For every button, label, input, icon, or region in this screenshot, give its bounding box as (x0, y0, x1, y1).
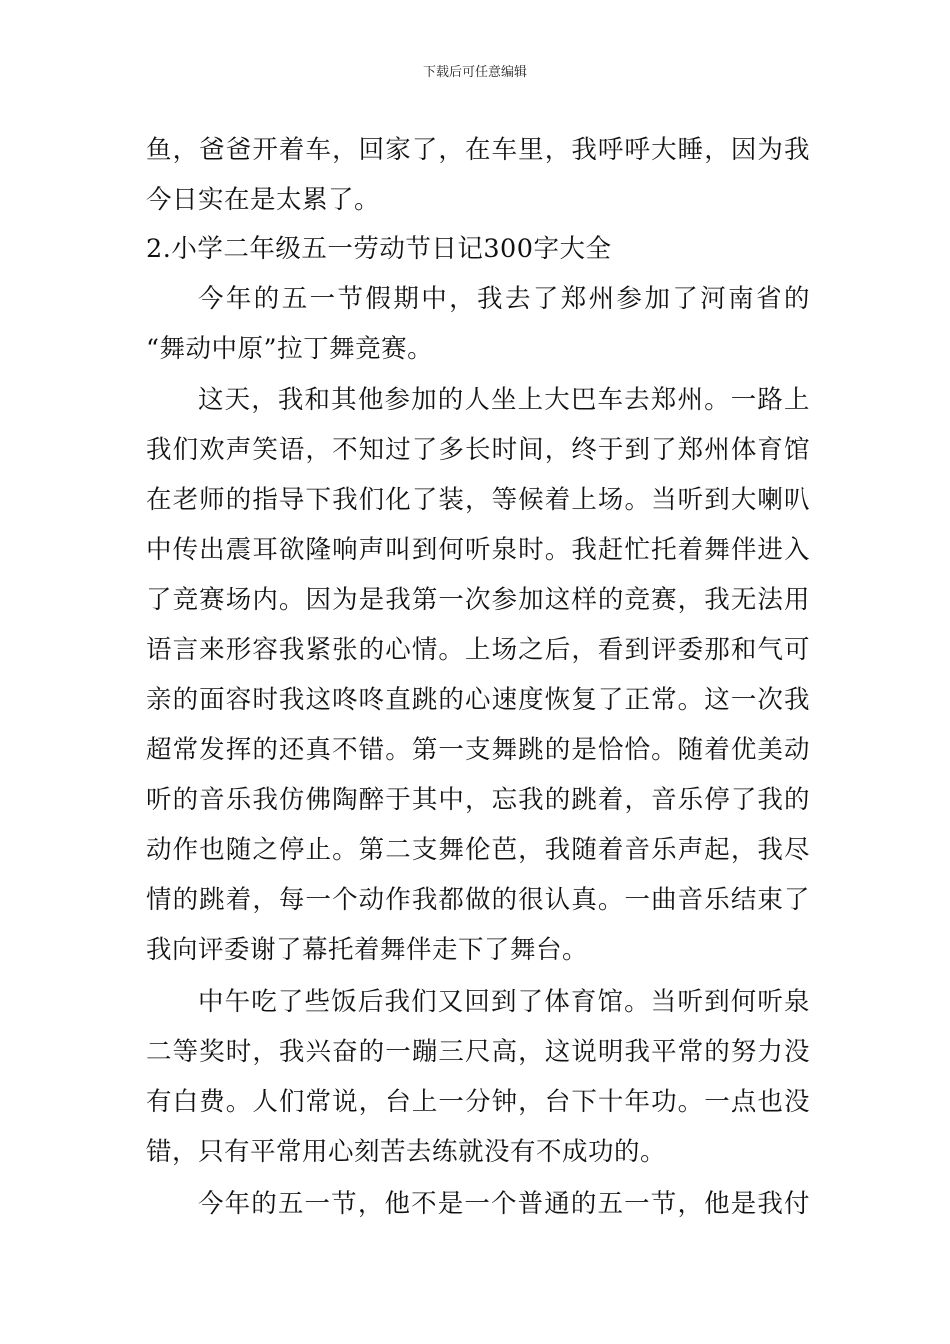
text-line: “舞动中原”拉丁舞竞赛。 (146, 334, 434, 364)
text-line: 听的音乐我仿佛陶醉于其中，忘我的跳着，音乐停了我的 (146, 785, 810, 815)
text-line: 今日实在是太累了。 (146, 185, 381, 215)
text-line: 二等奖时，我兴奋的一蹦三尺高，这说明我平常的努力没 (146, 1037, 810, 1067)
text-line: 了竞赛场内。因为是我第一次参加这样的竞赛，我无法用 (146, 585, 810, 615)
text-line: 中午吃了些饭后我们又回到了体育馆。当听到何听泉 (198, 987, 810, 1017)
text-line: 超常发挥的还真不错。第一支舞跳的是恰恰。随着优美动 (146, 735, 810, 765)
text-line: 有白费。人们常说，台上一分钟，台下十年功。一点也没 (146, 1087, 810, 1117)
text-line: 动作也随之停止。第二支舞伦芭，我随着音乐声起，我尽 (146, 835, 810, 865)
text-line: 错，只有平常用心刻苦去练就没有不成功的。 (146, 1137, 667, 1167)
text-line: 今年的五一节假期中，我去了郑州参加了河南省的 (198, 284, 810, 314)
text-line: 鱼，爸爸开着车，回家了，在车里，我呼呼大睡，因为我 (146, 135, 810, 165)
header-note: 下载后可任意编辑 (422, 65, 527, 80)
text-line: 语言来形容我紧张的心情。上场之后，看到评委那和气可 (146, 635, 810, 665)
text-line: 在老师的指导下我们化了装，等候着上场。当听到大喇叭 (146, 485, 810, 515)
text-line: 中传出震耳欲隆响声叫到何听泉时。我赶忙托着舞伴进入 (146, 535, 810, 565)
text-line: 我们欢声笑语，不知过了多长时间，终于到了郑州体育馆 (146, 435, 810, 465)
text-line: 今年的五一节，他不是一个普通的五一节，他是我付 (198, 1189, 810, 1219)
text-line: 亲的面容时我这咚咚直跳的心速度恢复了正常。这一次我 (146, 685, 810, 715)
text-line: 我向评委谢了幕托着舞伴走下了舞台。 (146, 935, 589, 965)
text-line: 这天，我和其他参加的人坐上大巴车去郑州。一路上 (198, 385, 810, 415)
section-heading: 2.小学二年级五一劳动节日记300字大全 (146, 234, 612, 264)
text-line: 情的跳着，每一个动作我都做的很认真。一曲音乐结束了 (146, 885, 810, 915)
